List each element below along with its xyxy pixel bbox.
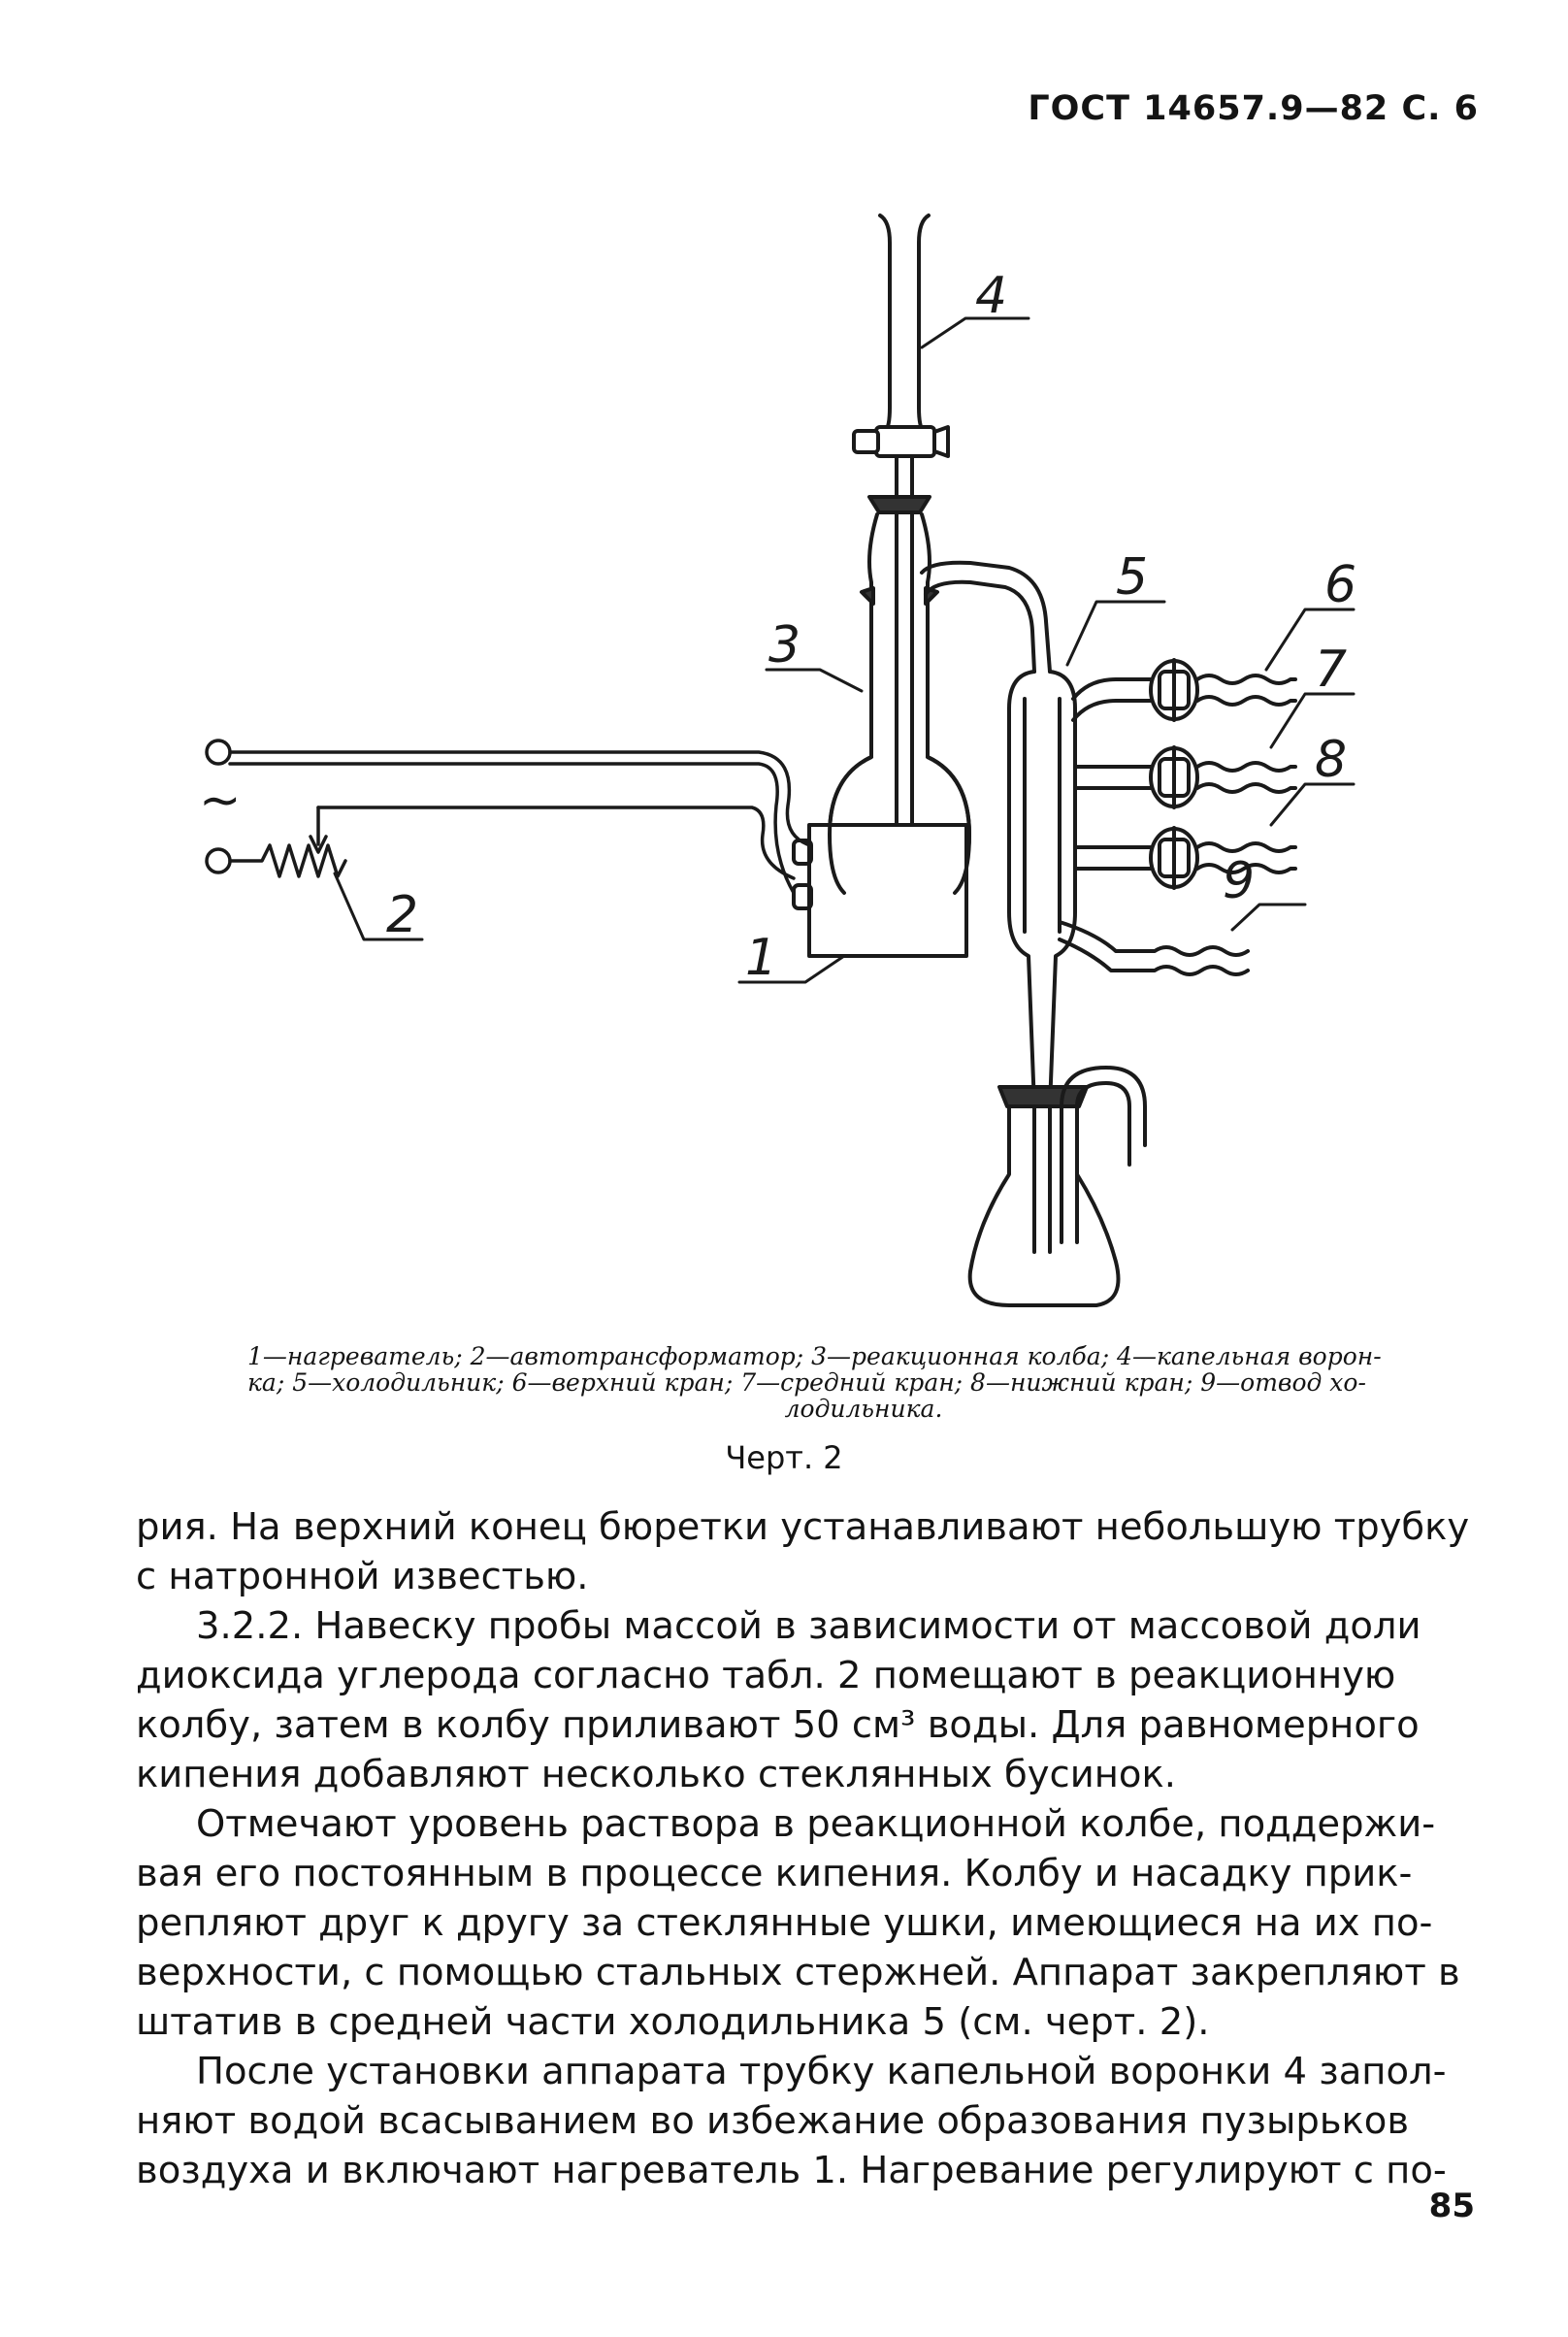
- caption-line: ка; 5—холодильник; 6—верхний кран; 7—средний кран; 8—нижний кран; 9—отвод хо-: [247, 1368, 1366, 1397]
- heater: [794, 825, 966, 956]
- text-line: Отмечают уровень раствора в реакционной колбе, поддержи-: [196, 1802, 1436, 1846]
- ac-symbol: ~: [199, 772, 242, 830]
- text-line: штатив в средней части холодильника 5 (см. черт. 2).: [136, 2000, 1210, 2044]
- text-line: колбу, затем в колбу приливают 50 см³ воды. Для равномерного: [136, 1703, 1420, 1747]
- electrical-circuit: [207, 741, 807, 893]
- text-line: репляют друг к другу за стеклянные ушки, имеющиеся на их по-: [136, 1901, 1433, 1945]
- body-text: [136, 1502, 1479, 2195]
- page-header: ГОСТ 14657.9—82 С. 6: [1028, 89, 1479, 128]
- condenser-outlet: [1060, 922, 1248, 974]
- caption-line: лодильника.: [784, 1395, 943, 1423]
- dropping-funnel: [854, 215, 948, 864]
- label-3: 3: [768, 616, 801, 675]
- receiver-flask: [970, 1068, 1145, 1305]
- label-6: 6: [1324, 556, 1357, 614]
- text-line: кипения добавляют несколько стеклянных бусинок.: [136, 1753, 1176, 1796]
- text-line: После установки аппарата трубку капельной воронки 4 запол-: [196, 2050, 1447, 2093]
- page-number: 85: [1428, 2187, 1475, 2225]
- label-8: 8: [1315, 731, 1348, 789]
- figure-title: Черт. 2: [725, 1439, 843, 1476]
- text-line: няют водой всасыванием во избежание образования пузырьков: [136, 2099, 1410, 2143]
- text-line: диоксида углерода согласно табл. 2 помещают в реакционную: [136, 1654, 1396, 1697]
- text-line: воздуха и включают нагреватель 1. Нагревание регулируют с по-: [136, 2149, 1447, 2192]
- label-4: 4: [975, 267, 1008, 325]
- label-2: 2: [386, 886, 419, 944]
- connecting-tube: [922, 563, 1050, 672]
- tap-upper: [1073, 660, 1295, 720]
- caption-line: 1—нагреватель; 2—автотрансформатор; 3—реакционная колба; 4—капельная ворон-: [247, 1342, 1382, 1370]
- text-line: с натронной известью.: [136, 1555, 589, 1598]
- text-line: вая его постоянным в процессе кипения. Колбу и насадку прик-: [136, 1852, 1413, 1895]
- label-7: 7: [1315, 641, 1348, 699]
- tap-middle: [1075, 747, 1295, 807]
- text-line: 3.2.2. Навеску пробы массой в зависимости от массовой доли: [196, 1604, 1421, 1648]
- tap-lower: [1075, 828, 1295, 888]
- label-5: 5: [1116, 548, 1149, 607]
- condenser: [1009, 672, 1075, 1252]
- figure-caption: [247, 1343, 1480, 1422]
- label-9: 9: [1223, 852, 1256, 910]
- text-line: рия. На верхний конец бюретки устанавливают небольшую трубку: [136, 1505, 1470, 1549]
- label-1: 1: [745, 929, 778, 987]
- text-line: верхности, с помощью стальных стержней. Аппарат закрепляют в: [136, 1951, 1460, 1994]
